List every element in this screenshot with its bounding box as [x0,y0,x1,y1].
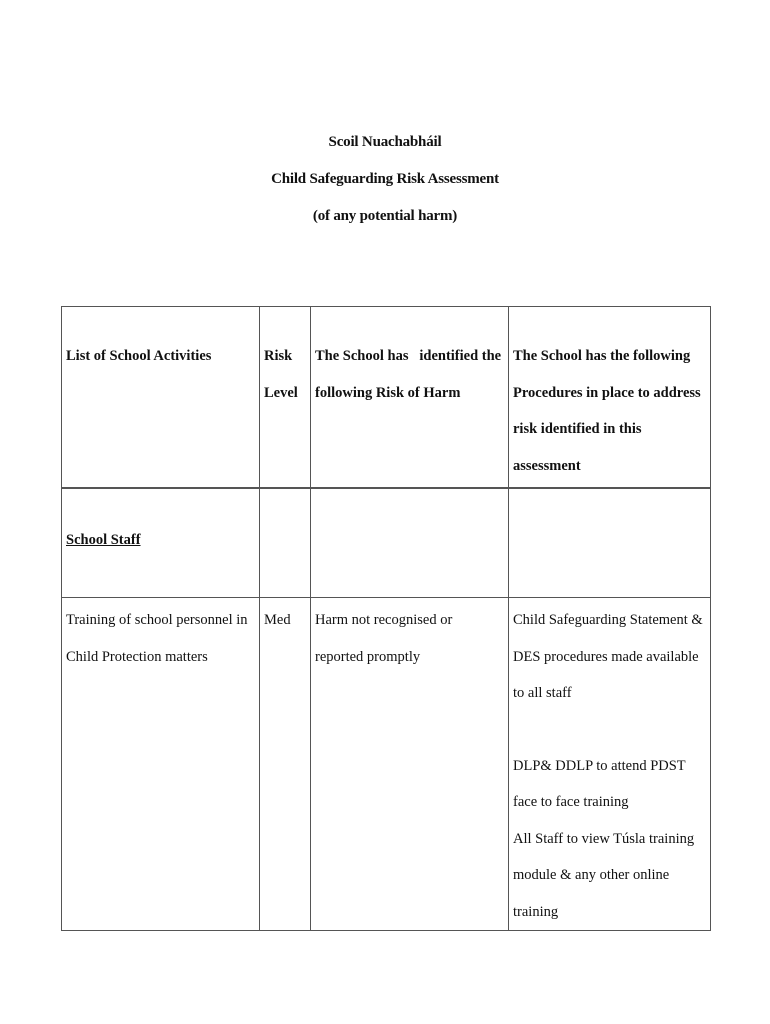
document-title: Child Safeguarding Risk Assessment [271,171,499,187]
procedure-item: All Staff to view Túsla training module & any other online training [513,830,695,920]
section-title: School Staff [66,531,141,548]
school-name: Scoil Nuachabháil [328,134,442,150]
empty-cell [311,488,509,598]
section-cell [62,488,260,598]
procedure-item: DLP& DDLP to attend PDST face to face training [513,757,686,810]
section-row [62,488,711,598]
table-row [62,598,711,931]
empty-cell [260,488,311,598]
document-subtitle: (of any potential harm) [312,208,458,224]
header-risk-of-harm: The School has identified the following Risk of Harm [311,307,509,488]
header-procedures: The School has the following Procedures in place to address risk identified in this assessment [509,307,711,488]
table-header-row [62,307,711,488]
risk-assessment-table [61,306,711,931]
risk-level-cell: Med [260,598,311,931]
procedures-cell [509,598,711,931]
activity-cell: Training of school personnel in Child Protection matters [62,598,260,931]
document-header [0,124,770,235]
risk-of-harm-cell: Harm not recognised or reported promptly [311,598,509,931]
empty-cell [509,488,711,598]
header-activities: List of School Activities [62,307,260,488]
header-risk-level: Risk Level [260,307,311,488]
procedure-item: Child Safeguarding Statement & DES procedures made available to all staff [513,612,703,701]
